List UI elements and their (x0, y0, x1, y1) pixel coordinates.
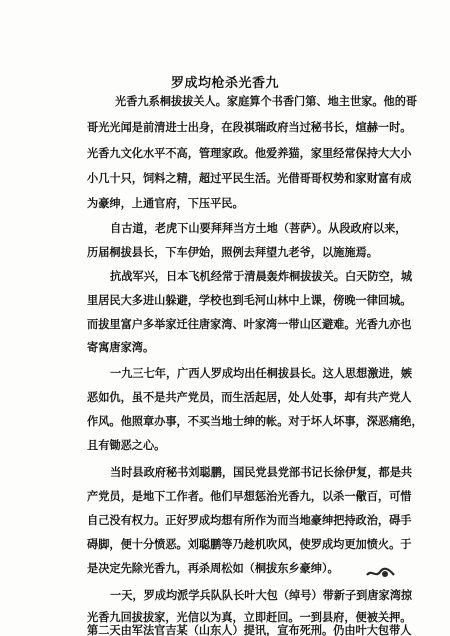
document-title: 罗成均枪杀光香九 (170, 76, 279, 91)
text-line: 小几十只，饲料之精，超过平民生活。光借哥哥权势和家财富有成 (87, 172, 412, 185)
text-line: 寄寓唐家湾。 (87, 341, 155, 354)
text-line: 而拔里富户多举家迁往唐家湾、叶家湾一带山区避难。光香九亦也 (87, 318, 412, 331)
text-line: 产党员，是地下工作者。他们早想惩治光香九，以杀一儆百，可惜 (87, 490, 412, 503)
text-line: 抗战军兴，日本飞机经常于清晨轰炸桐拔拔关。白天防空，城 (110, 270, 413, 283)
text-line: 一九三七年，广西人罗成均出任桐拔县长。这人思想激进，嫉 (110, 367, 413, 380)
text-line: 当时县政府秘书刘聪鹏，国民党县党部书记长徐伊复，都是共 (110, 466, 413, 479)
text-line: 且有锄恶之心。 (87, 439, 166, 452)
text-line: 为豪绅，上通官府，下压平民。 (87, 197, 244, 210)
text-line: 光香九回拔拔家，光信以为真，立即赶回。一到县府，便被关押。 (87, 611, 412, 624)
text-line: 第二天由军法官吉某（山东人）提讯，宣布死刑。仍由叶大包带人 (87, 624, 412, 636)
text-line: 里居民大多进山躲避，学校也到毛河山林中上课，傍晚一律回城。 (87, 294, 412, 307)
text-line: 哥光光闻是前清进士出身，在段祺瑞政府当过秘书长，煊赫一时。 (87, 121, 412, 134)
text-line: 光香九文化水平不高，管理家政。他爱养猫，家里经常保持大大小 (87, 147, 412, 160)
text-line: 自己没有权力。正好罗成均想有所作为而当地豪绅把持政治，碍手 (87, 514, 412, 527)
text-line: 一天，罗成均派学兵队队长叶大包（绰号）带新子到唐家湾掠 (110, 589, 413, 602)
text-line: 自古道，老虎下山要拜拜当方土地（菩萨）。从段政府以来， (110, 222, 407, 235)
text-line: 是决定先除光香九，再杀周松如（桐拔东乡豪绅）。 (87, 562, 339, 575)
text-line: 历届桐拔县长，下车伊始，照例去拜望九老爷，以施施焉。 (87, 246, 378, 259)
text-line: 光香九系桐拔拔关人。家庭算个书香门第、地主世家。他的哥 (115, 95, 418, 108)
text-line: 作风。他照章办事，不买当地士绅的帐。对于坏人坏事，深恶痛绝， (87, 415, 423, 428)
text-line: 碍脚，便十分愤恶。刘聪鹏等乃趁机吹风，使罗成均更加愤火。于 (87, 538, 412, 551)
text-line: 恶如仇，虽不是共产党员，而生活起居，处人处事，却有共产党人 (87, 391, 412, 404)
